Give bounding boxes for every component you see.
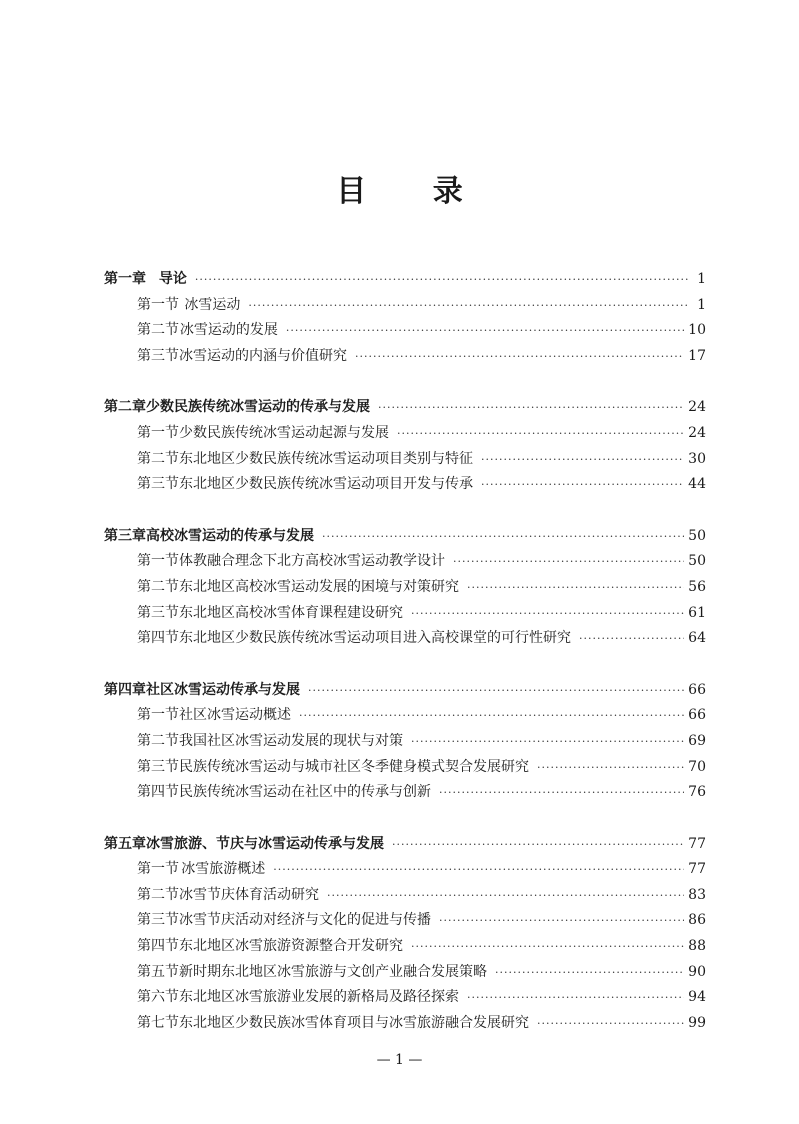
chapter-block [0, 679, 799, 807]
section-page: 30 [688, 450, 706, 467]
section-entry[interactable] [0, 294, 799, 320]
section-title: 东北地区少数民族冰雪体育项目与冰雪旅游融合发展研究 [179, 1014, 529, 1031]
section-page: 50 [688, 553, 706, 570]
dot-leader [248, 299, 688, 312]
section-number: 第二节 [137, 886, 179, 903]
section-entry[interactable] [0, 961, 799, 987]
chapter-title: 少数民族传统冰雪运动的传承与发展 [146, 399, 370, 416]
section-title: 冰雪运动的内涵与价值研究 [179, 347, 347, 364]
section-number: 第三节 [137, 347, 179, 364]
dot-leader [327, 889, 684, 902]
dot-leader [495, 966, 684, 979]
section-number: 第六节 [137, 989, 179, 1006]
section-title: 东北地区冰雪旅游业发展的新格局及路径探索 [179, 989, 459, 1006]
chapter-title: 社区冰雪运动传承与发展 [146, 681, 300, 698]
section-title: 东北地区少数民族传统冰雪运动项目进入高校课堂的可行性研究 [179, 630, 571, 647]
dot-leader [481, 453, 684, 466]
section-page: 83 [688, 886, 706, 903]
dot-leader [579, 632, 684, 645]
chapter-entry[interactable] [0, 396, 799, 422]
section-number: 第三节 [137, 604, 179, 621]
section-entry[interactable] [0, 448, 799, 474]
section-title: 东北地区高校冰雪运动发展的困境与对策研究 [179, 578, 459, 595]
section-entry[interactable] [0, 345, 799, 371]
section-entry[interactable] [0, 781, 799, 807]
section-page: 90 [688, 963, 706, 980]
section-page: 76 [688, 784, 706, 801]
dot-leader [322, 530, 684, 543]
dot-leader [299, 709, 684, 722]
section-title: 新时期东北地区冰雪旅游与文创产业融合发展策略 [179, 963, 487, 980]
section-page: 70 [688, 758, 706, 775]
section-page: 64 [688, 630, 706, 647]
dot-leader [273, 863, 684, 876]
section-title: 东北地区高校冰雪体育课程建设研究 [179, 604, 403, 621]
section-number: 第一节 [137, 296, 179, 313]
chapter-number: 第三章 [104, 527, 146, 544]
section-page: 10 [688, 322, 706, 339]
chapter-number: 第一章 [104, 271, 146, 287]
section-page: 56 [688, 578, 706, 595]
chapter-block [0, 268, 799, 370]
section-number: 第三节 [137, 476, 179, 493]
chapter-page: 66 [688, 681, 706, 698]
section-title: 民族传统冰雪运动与城市社区冬季健身模式契合发展研究 [179, 758, 529, 775]
section-number: 第二节 [137, 732, 179, 749]
chapter-page: 1 [697, 271, 706, 287]
section-page: 77 [688, 861, 706, 878]
section-entry[interactable] [0, 730, 799, 756]
chapter-number: 第五章 [104, 835, 146, 852]
section-title: 冰雪旅游概述 [181, 861, 266, 878]
section-entry[interactable] [0, 602, 799, 628]
section-number: 第三节 [137, 758, 179, 775]
section-entry[interactable] [0, 935, 799, 961]
section-title: 东北地区少数民族传统冰雪运动项目类别与特征 [179, 450, 473, 467]
section-title: 少数民族传统冰雪运动起源与发展 [179, 424, 389, 441]
section-number: 第一节 [137, 424, 179, 441]
dot-leader [537, 761, 684, 774]
section-number: 第四节 [137, 784, 179, 801]
section-title: 冰雪运动 [184, 296, 241, 313]
section-title: 社区冰雪运动概述 [179, 707, 291, 724]
page-number-footer: — 1 — [376, 1052, 423, 1068]
chapter-block [0, 525, 799, 653]
dot-leader [411, 607, 684, 620]
chapter-title: 高校冰雪运动的传承与发展 [146, 527, 314, 544]
dot-leader [392, 838, 684, 851]
section-page: 1 [697, 296, 706, 313]
section-page: 69 [688, 732, 706, 749]
section-number: 第四节 [137, 630, 179, 647]
dot-leader [378, 401, 684, 414]
chapter-page: 24 [688, 399, 706, 416]
section-entry[interactable] [0, 550, 799, 576]
section-title: 东北地区少数民族传统冰雪运动项目开发与传承 [179, 476, 473, 493]
section-number: 第二节 [137, 578, 179, 595]
chapter-entry[interactable] [0, 833, 799, 859]
section-page: 86 [688, 912, 706, 929]
section-entry[interactable] [0, 576, 799, 602]
section-number: 第一节 [137, 707, 179, 724]
page-title: 目 录 [336, 174, 491, 209]
section-entry[interactable] [0, 1012, 799, 1038]
dot-leader [439, 914, 684, 927]
section-page: 17 [688, 347, 706, 364]
dot-leader [481, 478, 684, 491]
section-entry[interactable] [0, 909, 799, 935]
chapter-page: 50 [688, 527, 706, 544]
section-page: 88 [688, 938, 706, 955]
section-page: 66 [688, 707, 706, 724]
chapter-number: 第四章 [104, 681, 146, 698]
section-title: 冰雪节庆活动对经济与文化的促进与传播 [179, 912, 431, 929]
section-entry[interactable] [0, 319, 799, 345]
dot-leader [355, 350, 684, 363]
dot-leader [439, 786, 684, 799]
dot-leader [467, 581, 684, 594]
dot-leader [411, 940, 684, 953]
dot-leader [286, 324, 684, 337]
dot-leader [397, 427, 684, 440]
section-entry[interactable] [0, 704, 799, 730]
section-page: 94 [688, 989, 706, 1006]
section-number: 第一节 [137, 861, 179, 878]
dot-leader [411, 735, 684, 748]
chapter-number: 第二章 [104, 399, 146, 416]
chapter-block [0, 833, 799, 1038]
section-number: 第七节 [137, 1014, 179, 1031]
chapter-entry[interactable] [0, 679, 799, 705]
chapter-title: 导论 [158, 271, 187, 287]
dot-leader [308, 684, 684, 697]
section-number: 第五节 [137, 963, 179, 980]
chapter-entry[interactable] [0, 268, 799, 294]
dot-leader [467, 991, 684, 1004]
section-number: 第四节 [137, 938, 179, 955]
dot-leader [537, 1017, 684, 1030]
section-page: 44 [688, 476, 706, 493]
section-entry[interactable] [0, 422, 799, 448]
section-title: 体教融合理念下北方高校冰雪运动教学设计 [179, 553, 445, 570]
section-number: 第二节 [137, 322, 179, 339]
section-entry[interactable] [0, 627, 799, 653]
section-entry[interactable] [0, 986, 799, 1012]
section-number: 第三节 [137, 912, 179, 929]
dot-leader [453, 555, 684, 568]
section-title: 冰雪节庆体育活动研究 [179, 886, 319, 903]
section-entry[interactable] [0, 473, 799, 499]
section-number: 第二节 [137, 450, 179, 467]
table-of-contents [0, 268, 799, 1063]
section-title: 我国社区冰雪运动发展的现状与对策 [179, 732, 403, 749]
section-entry[interactable] [0, 884, 799, 910]
chapter-page: 77 [688, 835, 706, 852]
dot-leader [195, 273, 688, 286]
section-page: 61 [688, 604, 706, 621]
chapter-entry[interactable] [0, 525, 799, 551]
section-title: 东北地区冰雪旅游资源整合开发研究 [179, 938, 403, 955]
section-page: 24 [688, 424, 706, 441]
chapter-title: 冰雪旅游、节庆与冰雪运动传承与发展 [146, 835, 384, 852]
section-page: 99 [688, 1014, 706, 1031]
section-title: 冰雪运动的发展 [179, 322, 278, 339]
section-entry[interactable] [0, 756, 799, 782]
section-number: 第一节 [137, 553, 179, 570]
section-entry[interactable] [0, 858, 799, 884]
chapter-block [0, 396, 799, 498]
section-title: 民族传统冰雪运动在社区中的传承与创新 [179, 784, 431, 801]
